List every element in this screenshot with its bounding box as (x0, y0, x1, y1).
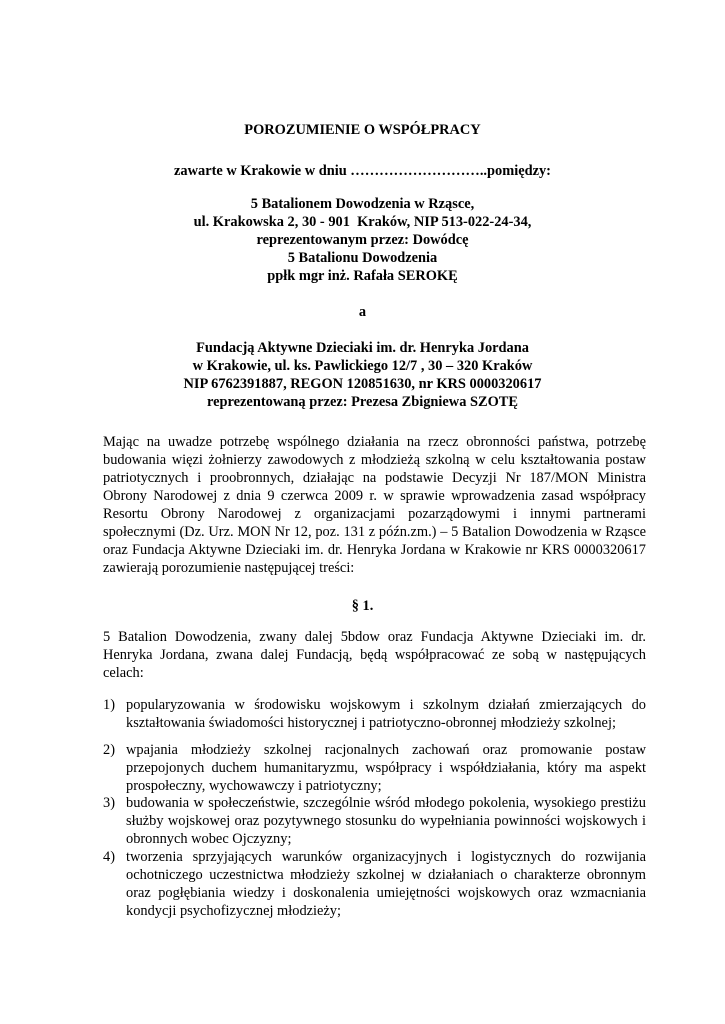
party-1-line: reprezentowanym przez: Dowódcę (256, 232, 469, 248)
party-2-line: reprezentowaną przez: Prezesa Zbigniewa SZOTĘ (207, 394, 518, 410)
party-2-line: w Krakowie, ul. ks. Pawlickiego 12/7 , 30 – 320 Kraków (192, 358, 533, 374)
party-2-line: Fundacją Aktywne Dzieciaki im. dr. Henryka Jordana (196, 340, 529, 356)
party-1-line: 5 Batalionem Dowodzenia w Rząsce, (250, 196, 475, 212)
section-1-heading: § 1. (351, 598, 374, 614)
party-1-line: ppłk mgr inż. Rafała SEROKĘ (267, 268, 458, 284)
list-item-text: tworzenia sprzyjających warunków organizacyjnych i logistycznych do rozwijania ochotniczego uczestnictwa młodzieży szkolnej w działaniach o charakterze obronnym oraz pogłębiania wiedzy i doskonalenia umiejętności wojskowych oraz wzmacniania kondycji psychofizycznej młodzieży; (126, 849, 646, 919)
list-item-text: wpajania młodzieży szkolnej racjonalnych zachowań oraz promowanie postaw przepojonych duchem humanitaryzmu, współpracy i współdziałania, który ma aspekt prospołeczny, wychowawczy i patriotyczny; (126, 742, 646, 794)
list-item-text: popularyzowania w środowisku wojskowym i szkolnym działań zmierzających do kształtowania świadomości historycznej i patriotyczno-obronnej młodzieży szkolnej; (126, 697, 646, 731)
document-title: POROZUMIENIE O WSPÓŁPRACY (244, 122, 481, 138)
party-2-line: NIP 6762391887, REGON 120851630, nr KRS 0000320617 (183, 376, 542, 392)
conjunction: a (358, 304, 367, 320)
section-1-intro: 5 Batalion Dowodzenia, zwany dalej 5bdow oraz Fundacja Aktywne Dzieciaki im. dr. Henryka Jordana, zwana dalej Fundacją, będą współpracować ze sobą w następujących celach: (103, 629, 646, 681)
list-item-text: budowania w społeczeństwie, szczególnie wśród młodego pokolenia, wysokiego prestiżu służby wojskowej oraz pozytywnego stosunku do wypełniania powinności wojskowych i obronnych wobec Ojczyzny; (126, 795, 646, 847)
list-item-number: 1) (103, 697, 115, 713)
party-1-line: 5 Batalionu Dowodzenia (287, 250, 438, 266)
list-item-number: 2) (103, 742, 115, 758)
list-item-number: 4) (103, 849, 115, 865)
list-item-number: 3) (103, 795, 115, 811)
preamble-paragraph: Mając na uwadze potrzebę wspólnego działania na rzecz obronności państwa, potrzebę budowania więzi żołnierzy zawodowych z młodzieżą szkolną w celu kształtowania postaw patriotycznych i proobronnych, działając na podstawie Decyzji Nr 187/MON Ministra Obrony Narodowej z dnia 9 czerwca 2009 r. w sprawie wprowadzenia zasad współpracy Resortu Obrony Narodowej z organizacjami pozarządowymi i innymi partnerami społecznymi (Dz. Urz. MON Nr 12, poz. 131 z późn.zm.) – 5 Batalion Dowodzenia w Rząsce oraz Fundacja Aktywne Dzieciaki im. dr. Henryka Jordana w Krakowie nr KRS 0000320617 zawierają porozumienie następującej treści: (103, 434, 646, 576)
document-subtitle: zawarte w Krakowie w dniu ………………………..pomiędzy: (174, 163, 551, 179)
party-1-line: ul. Krakowska 2, 30 - 901 Kraków, NIP 513-022-24-34, (193, 214, 532, 230)
